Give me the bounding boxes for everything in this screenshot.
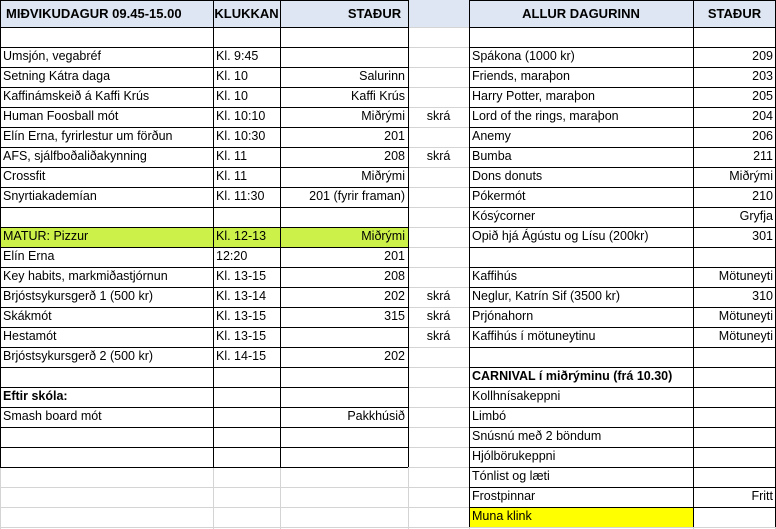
left-place-cell[interactable] bbox=[280, 467, 408, 487]
left-time-cell[interactable] bbox=[213, 507, 280, 527]
left-time-cell[interactable] bbox=[213, 387, 280, 407]
cell-border bbox=[0, 327, 408, 328]
left-note-cell[interactable] bbox=[408, 127, 469, 147]
cell-border bbox=[469, 367, 775, 368]
left-activity-cell[interactable] bbox=[0, 367, 213, 387]
cell-border bbox=[0, 247, 408, 248]
right-place-cell[interactable] bbox=[693, 427, 776, 447]
right-place-cell[interactable]: 301 bbox=[752, 229, 773, 243]
right-place-cell[interactable] bbox=[693, 447, 776, 467]
right-activity-cell[interactable] bbox=[469, 27, 693, 47]
cell-border bbox=[469, 0, 470, 527]
left-place-cell[interactable] bbox=[280, 27, 408, 47]
left-note-cell[interactable]: skrá bbox=[426, 289, 451, 303]
cell-border bbox=[0, 347, 408, 348]
right-place-cell[interactable] bbox=[693, 27, 776, 47]
left-time-cell[interactable] bbox=[213, 467, 280, 487]
right-place-cell[interactable]: 203 bbox=[752, 69, 773, 83]
left-note-cell[interactable]: skrá bbox=[426, 149, 451, 163]
left-activity-cell[interactable]: Kaffinámskeið á Kaffi Krús bbox=[3, 89, 150, 103]
grid-line-horizontal bbox=[0, 527, 776, 528]
left-place-cell[interactable]: Miðrými bbox=[280, 227, 408, 247]
left-time-cell[interactable]: Kl. 13-15 bbox=[216, 269, 267, 283]
right-place-cell[interactable]: 209 bbox=[752, 49, 773, 63]
cell-border bbox=[0, 367, 408, 368]
left-activity-cell[interactable] bbox=[0, 427, 213, 447]
right-activity-cell[interactable]: Limbó bbox=[472, 409, 507, 423]
left-place-cell[interactable]: Salurinn bbox=[359, 69, 405, 83]
left-time-cell[interactable]: Kl. 10:10 bbox=[216, 109, 266, 123]
right-place-cell[interactable]: 210 bbox=[752, 189, 773, 203]
cell-border bbox=[0, 187, 408, 188]
left-activity-cell[interactable] bbox=[0, 27, 213, 47]
right-activity-cell[interactable]: Neglur, Katrín Sif (3500 kr) bbox=[472, 289, 620, 303]
left-activity-cell[interactable]: Elín Erna, fyrirlestur um förðun bbox=[3, 129, 173, 143]
right-activity-cell[interactable]: Kaffihús bbox=[472, 269, 517, 283]
cell-border bbox=[469, 207, 775, 208]
cell-border bbox=[0, 227, 408, 228]
left-activity-cell[interactable]: Elín Erna bbox=[3, 249, 55, 263]
right-place-cell[interactable]: Fritt bbox=[751, 489, 773, 503]
cell-border bbox=[469, 167, 775, 168]
right-activity-cell[interactable]: Kósýcorner bbox=[472, 209, 536, 223]
cell-border bbox=[0, 27, 408, 28]
left-note-cell[interactable] bbox=[408, 47, 469, 67]
left-time-cell[interactable]: Kl. 10 bbox=[216, 89, 248, 103]
left-time-cell[interactable] bbox=[213, 207, 280, 227]
header-wednesday: MIÐVIKUDAGUR 09.45-15.00 bbox=[0, 0, 213, 27]
right-place-cell[interactable]: Mötuneyti bbox=[718, 309, 773, 323]
left-note-cell[interactable] bbox=[408, 507, 469, 527]
left-place-cell[interactable]: Miðrými bbox=[361, 109, 405, 123]
left-place-cell[interactable] bbox=[280, 327, 408, 347]
left-time-cell[interactable]: Kl. 10:30 bbox=[216, 129, 266, 143]
right-activity-cell[interactable]: Tónlist og læti bbox=[472, 469, 550, 483]
right-activity-cell[interactable]: Anemy bbox=[472, 129, 511, 143]
left-activity-cell[interactable]: Smash board mót bbox=[3, 409, 102, 423]
cell-border bbox=[0, 207, 408, 208]
left-activity-cell[interactable] bbox=[0, 467, 213, 487]
left-note-cell[interactable] bbox=[408, 367, 469, 387]
left-note-cell[interactable] bbox=[408, 207, 469, 227]
right-activity-cell[interactable]: Pókermót bbox=[472, 189, 526, 203]
left-note-cell[interactable] bbox=[408, 487, 469, 507]
left-time-cell[interactable] bbox=[213, 407, 280, 427]
left-activity-cell[interactable]: Eftir skóla: bbox=[3, 389, 68, 403]
left-note-cell[interactable] bbox=[408, 27, 469, 47]
left-activity-cell[interactable]: Setning Kátra daga bbox=[3, 69, 111, 83]
cell-border bbox=[469, 107, 775, 108]
left-place-cell[interactable]: 202 bbox=[384, 349, 405, 363]
left-time-cell[interactable]: Kl. 13-14 bbox=[216, 289, 267, 303]
left-place-cell[interactable]: 208 bbox=[384, 269, 405, 283]
left-note-cell[interactable] bbox=[408, 267, 469, 287]
cell-border bbox=[0, 127, 408, 128]
cell-border bbox=[280, 0, 281, 467]
cell-border bbox=[0, 0, 1, 467]
left-activity-cell[interactable] bbox=[0, 507, 213, 527]
left-note-cell[interactable] bbox=[408, 67, 469, 87]
left-place-cell[interactable]: Pakkhúsið bbox=[347, 409, 405, 423]
cell-border bbox=[693, 0, 694, 527]
left-place-cell[interactable]: 201 (fyrir framan) bbox=[309, 189, 405, 203]
left-activity-cell[interactable] bbox=[0, 487, 213, 507]
right-activity-cell[interactable]: Kaffihús í mötuneytinu bbox=[472, 329, 596, 343]
right-place-cell[interactable]: 206 bbox=[752, 129, 773, 143]
left-time-cell[interactable] bbox=[213, 487, 280, 507]
cell-border bbox=[0, 0, 408, 1]
right-activity-cell[interactable]: Bumba bbox=[472, 149, 512, 163]
cell-border bbox=[469, 147, 775, 148]
left-place-cell[interactable]: Kaffi Krús bbox=[351, 89, 405, 103]
cell-border bbox=[469, 0, 775, 1]
cell-border bbox=[0, 47, 408, 48]
left-place-cell[interactable] bbox=[280, 47, 408, 67]
right-place-cell[interactable]: 205 bbox=[752, 89, 773, 103]
cell-border bbox=[469, 47, 775, 48]
right-activity-cell[interactable]: Opið hjá Ágústu og Lísu (200kr) bbox=[472, 229, 649, 243]
left-time-cell[interactable] bbox=[213, 367, 280, 387]
right-activity-cell[interactable]: Harry Potter, maraþon bbox=[472, 89, 595, 103]
left-activity-cell[interactable] bbox=[0, 207, 213, 227]
left-activity-cell[interactable]: Snyrtiakademían bbox=[3, 189, 97, 203]
cell-border bbox=[469, 447, 775, 448]
right-place-cell[interactable]: Mötuneyti bbox=[718, 329, 773, 343]
cell-border bbox=[213, 0, 214, 467]
cell-border bbox=[0, 107, 408, 108]
left-note-cell[interactable] bbox=[408, 247, 469, 267]
left-note-cell[interactable] bbox=[408, 407, 469, 427]
left-place-cell[interactable]: 202 bbox=[384, 289, 405, 303]
cell-border bbox=[0, 427, 408, 428]
left-place-cell[interactable] bbox=[280, 487, 408, 507]
left-activity-cell[interactable]: Brjóstsykursgerð 1 (500 kr) bbox=[3, 289, 154, 303]
left-time-cell[interactable] bbox=[213, 27, 280, 47]
header-klukkan: KLUKKAN bbox=[213, 0, 280, 27]
left-place-cell[interactable] bbox=[280, 507, 408, 527]
cell-border bbox=[0, 387, 408, 388]
right-place-cell[interactable]: Miðrými bbox=[729, 169, 773, 183]
cell-border bbox=[469, 27, 775, 28]
right-place-cell[interactable]: Gryfja bbox=[739, 209, 773, 223]
left-note-cell[interactable] bbox=[408, 467, 469, 487]
header-allur-dagurinn: ALLUR DAGURINN bbox=[469, 0, 693, 27]
cell-border bbox=[469, 287, 775, 288]
left-note-cell[interactable] bbox=[408, 187, 469, 207]
right-activity-cell[interactable] bbox=[469, 247, 693, 267]
cell-border bbox=[0, 447, 408, 448]
right-activity-cell[interactable]: Snúsnú með 2 böndum bbox=[472, 429, 602, 443]
header-stadur: STAÐUR bbox=[280, 0, 469, 27]
left-note-cell[interactable] bbox=[408, 227, 469, 247]
cell-border bbox=[0, 87, 408, 88]
cell-border bbox=[469, 327, 775, 328]
left-time-cell[interactable]: Kl. 13-15 bbox=[216, 309, 267, 323]
cell-border bbox=[469, 247, 775, 248]
left-place-cell[interactable]: 315 bbox=[384, 309, 405, 323]
left-time-cell[interactable]: Kl. 11 bbox=[216, 149, 248, 163]
cell-border bbox=[0, 267, 408, 268]
left-time-cell[interactable] bbox=[213, 447, 280, 467]
cell-border bbox=[0, 67, 408, 68]
cell-border bbox=[0, 467, 408, 468]
left-note-cell[interactable] bbox=[408, 87, 469, 107]
left-place-cell[interactable]: 201 bbox=[384, 249, 405, 263]
right-activity-cell[interactable]: Frostpinnar bbox=[472, 489, 536, 503]
left-note-cell[interactable] bbox=[408, 387, 469, 407]
left-note-cell[interactable] bbox=[408, 347, 469, 367]
right-place-cell[interactable] bbox=[693, 407, 776, 427]
left-time-cell[interactable]: Kl. 11 bbox=[216, 169, 248, 183]
cell-border bbox=[469, 307, 775, 308]
left-place-cell[interactable] bbox=[280, 447, 408, 467]
right-activity-cell[interactable]: Muna klink bbox=[469, 507, 693, 527]
cell-border bbox=[0, 167, 408, 168]
cell-border bbox=[469, 227, 775, 228]
left-time-cell[interactable]: Kl. 13-15 bbox=[216, 329, 267, 343]
left-activity-cell[interactable]: MATUR: Pizzur bbox=[0, 227, 213, 247]
right-activity-cell[interactable] bbox=[469, 347, 693, 367]
right-place-cell[interactable] bbox=[693, 347, 776, 367]
left-place-cell[interactable]: Miðrými bbox=[361, 169, 405, 183]
left-time-cell[interactable] bbox=[213, 427, 280, 447]
cell-border bbox=[469, 507, 775, 508]
left-time-cell[interactable]: Kl. 12-13 bbox=[213, 227, 280, 247]
left-place-cell[interactable] bbox=[280, 207, 408, 227]
right-activity-cell[interactable]: Kollhnísakeppni bbox=[472, 389, 561, 403]
left-activity-cell[interactable]: Crossfit bbox=[3, 169, 46, 183]
cell-border bbox=[0, 147, 408, 148]
cell-border bbox=[408, 0, 409, 467]
left-note-cell[interactable]: skrá bbox=[426, 329, 451, 343]
left-note-cell[interactable] bbox=[408, 427, 469, 447]
cell-border bbox=[469, 87, 775, 88]
left-time-cell[interactable]: 12:20 bbox=[216, 249, 248, 263]
right-place-cell[interactable]: Mötuneyti bbox=[718, 269, 773, 283]
cell-border bbox=[469, 187, 775, 188]
cell-border bbox=[469, 127, 775, 128]
cell-border bbox=[469, 427, 775, 428]
left-time-cell[interactable]: Kl. 9:45 bbox=[216, 49, 259, 63]
cell-border bbox=[469, 467, 775, 468]
left-activity-cell[interactable] bbox=[0, 447, 213, 467]
cell-border bbox=[469, 347, 775, 348]
left-place-cell[interactable] bbox=[280, 387, 408, 407]
cell-border bbox=[469, 407, 775, 408]
left-note-cell[interactable] bbox=[408, 447, 469, 467]
right-place-cell[interactable] bbox=[693, 247, 776, 267]
right-place-cell[interactable]: 310 bbox=[752, 289, 773, 303]
right-activity-cell[interactable]: Lord of the rings, maraþon bbox=[472, 109, 619, 123]
right-place-cell[interactable]: 211 bbox=[753, 149, 773, 163]
left-activity-cell[interactable]: AFS, sjálfboðaliðakynning bbox=[3, 149, 147, 163]
left-place-cell[interactable]: 208 bbox=[384, 149, 405, 163]
right-activity-cell[interactable]: Hjólbörukeppni bbox=[472, 449, 556, 463]
left-activity-cell[interactable]: Skákmót bbox=[3, 309, 52, 323]
cell-border bbox=[0, 287, 408, 288]
left-note-cell[interactable]: skrá bbox=[426, 309, 451, 323]
left-activity-cell[interactable]: Brjóstsykursgerð 2 (500 kr) bbox=[3, 349, 154, 363]
left-place-cell[interactable] bbox=[280, 367, 408, 387]
header-stadur-right: STAÐUR bbox=[693, 0, 776, 27]
cell-border bbox=[469, 267, 775, 268]
right-activity-cell[interactable]: Dons donuts bbox=[472, 169, 543, 183]
right-place-cell[interactable] bbox=[693, 387, 776, 407]
right-activity-cell[interactable]: Spákona (1000 kr) bbox=[472, 49, 575, 63]
cell-border bbox=[469, 387, 775, 388]
right-place-cell[interactable]: 204 bbox=[752, 109, 773, 123]
right-activity-cell[interactable]: Prjónahorn bbox=[472, 309, 534, 323]
left-activity-cell[interactable]: Key habits, markmiðastjórnun bbox=[3, 269, 168, 283]
right-place-cell[interactable] bbox=[693, 367, 776, 387]
left-activity-cell[interactable]: Hestamót bbox=[3, 329, 57, 343]
left-place-cell[interactable]: 201 bbox=[384, 129, 405, 143]
left-note-cell[interactable]: skrá bbox=[426, 109, 451, 123]
left-place-cell[interactable] bbox=[280, 427, 408, 447]
cell-border bbox=[469, 487, 775, 488]
right-place-cell[interactable] bbox=[693, 507, 776, 527]
left-activity-cell[interactable]: Human Foosball mót bbox=[3, 109, 119, 123]
cell-border bbox=[0, 407, 408, 408]
left-time-cell[interactable]: Kl. 10 bbox=[216, 69, 248, 83]
right-activity-cell[interactable]: CARNIVAL í miðrýminu (frá 10.30) bbox=[472, 369, 673, 383]
left-time-cell[interactable]: Kl. 11:30 bbox=[216, 189, 265, 203]
left-note-cell[interactable] bbox=[408, 167, 469, 187]
cell-border bbox=[469, 67, 775, 68]
left-activity-cell[interactable]: Umsjón, vegabréf bbox=[3, 49, 101, 63]
left-time-cell[interactable]: Kl. 14-15 bbox=[216, 349, 267, 363]
right-activity-cell[interactable]: Friends, maraþon bbox=[472, 69, 570, 83]
right-place-cell[interactable] bbox=[693, 467, 776, 487]
cell-border bbox=[0, 307, 408, 308]
